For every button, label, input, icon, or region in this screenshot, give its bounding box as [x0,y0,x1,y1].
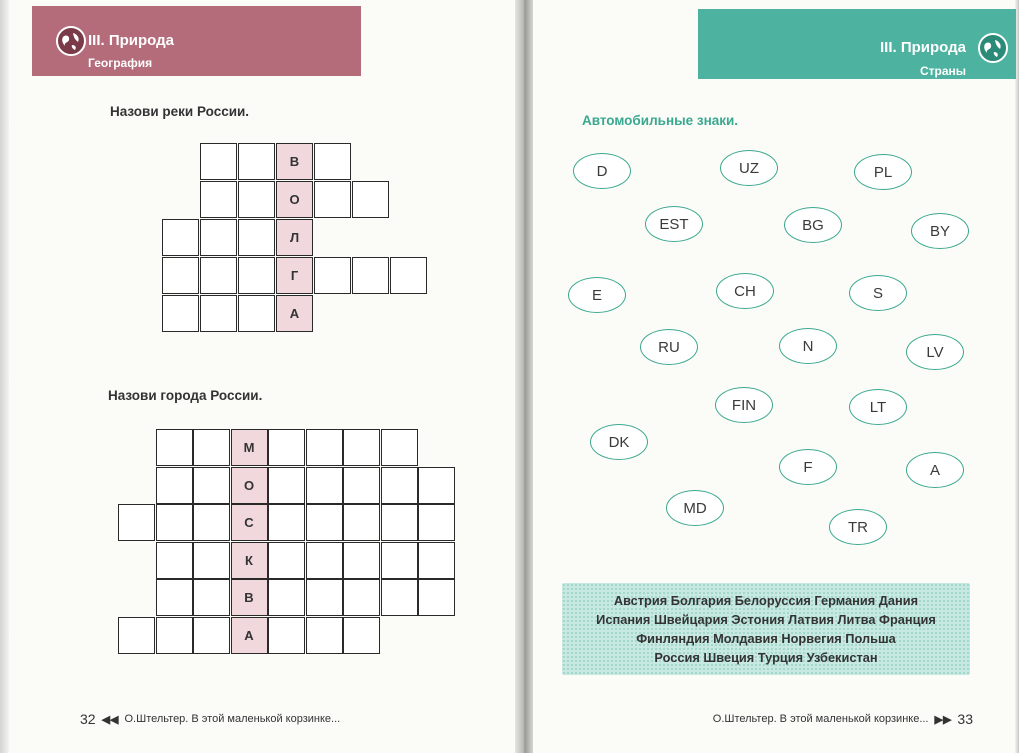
crossword-cell[interactable] [193,542,230,579]
crossword-cell[interactable] [238,219,275,256]
crossword-cell[interactable] [306,617,343,654]
crossword-cell[interactable] [343,579,380,616]
crossword-cell[interactable] [200,257,237,294]
crossword-cell[interactable] [390,257,427,294]
crossword-cell[interactable] [268,467,305,504]
section-title: III. Природа [88,32,174,49]
crossword-cell[interactable] [314,143,351,180]
crossword-cell[interactable] [418,542,455,579]
crossword-cell[interactable] [200,219,237,256]
car-sign-dk[interactable]: DK [590,424,648,460]
answer-cell[interactable]: К [231,542,268,579]
car-sign-s[interactable]: S [849,275,907,311]
crossword-cell[interactable] [314,181,351,218]
countries-line: Россия Швеция Турция Узбекистан [654,650,878,665]
car-sign-e[interactable]: E [568,277,626,313]
crossword-cell[interactable] [418,579,455,616]
car-sign-d[interactable]: D [573,153,631,189]
crossword-cell[interactable] [156,504,193,541]
answer-cell[interactable]: А [231,617,268,654]
answer-cell[interactable]: М [231,429,268,466]
answer-cell[interactable]: В [276,143,313,180]
crossword-cell[interactable] [268,429,305,466]
crossword-cell[interactable] [193,617,230,654]
crossword-cell[interactable] [418,467,455,504]
crossword-cell[interactable] [193,504,230,541]
topic-title: География [88,56,153,70]
page-number: 33 [957,711,973,727]
car-sign-by[interactable]: BY [911,213,969,249]
crossword-cell[interactable] [200,143,237,180]
crossword-cell[interactable] [118,504,155,541]
crossword-cell[interactable] [381,542,418,579]
crossword-cell[interactable] [162,219,199,256]
crossword-cell[interactable] [193,467,230,504]
answer-cell[interactable]: А [276,295,313,332]
car-sign-f[interactable]: F [779,449,837,485]
countries-line: Испания Швейцария Эстония Латвия Литва Франция [596,612,936,627]
countries-box [562,583,970,675]
crossword-cell[interactable] [193,579,230,616]
crossword-cell[interactable] [343,467,380,504]
crossword-cell[interactable] [268,542,305,579]
crossword-cell[interactable] [381,467,418,504]
answer-cell[interactable]: Г [276,257,313,294]
crossword-cell[interactable] [156,542,193,579]
crossword-cell[interactable] [314,257,351,294]
section-title: III. Природа [880,39,966,56]
crossword-cell[interactable] [200,295,237,332]
left-header [32,6,361,76]
crossword-cell[interactable] [343,542,380,579]
car-sign-n[interactable]: N [779,328,837,364]
globe-icon [978,33,1008,63]
crossword-cell[interactable] [156,467,193,504]
crossword-cell[interactable] [306,429,343,466]
rivers-task-title: Назови реки России. [110,104,250,119]
car-signs-title: Автомобильные знаки. [582,113,739,128]
crossword-cell[interactable] [306,467,343,504]
footer-text: О.Штельтер. В этой маленькой корзинке... [124,713,341,725]
car-sign-pl[interactable]: PL [854,154,912,190]
topic-title: Страны [919,64,966,78]
answer-cell[interactable]: С [231,504,268,541]
page-number: 32 [80,711,96,727]
crossword-cell[interactable] [343,504,380,541]
car-sign-tr[interactable]: TR [829,509,887,545]
crossword-cell[interactable] [343,617,380,654]
crossword-cell[interactable] [156,579,193,616]
crossword-cell[interactable] [238,143,275,180]
right-footer [713,711,973,727]
left-page-edge [0,0,9,753]
crossword-cell[interactable] [306,504,343,541]
car-sign-lt[interactable]: LT [849,389,907,425]
crossword-cell[interactable] [156,429,193,466]
car-sign-ru[interactable]: RU [640,329,698,365]
car-sign-lv[interactable]: LV [906,334,964,370]
crossword-cell[interactable] [193,429,230,466]
crossword-cell[interactable] [162,257,199,294]
crossword-cell[interactable] [268,617,305,654]
countries-line: Австрия Болгария Белоруссия Германия Дания [613,593,919,608]
car-sign-fin[interactable]: FIN [715,387,773,423]
crossword-cell[interactable] [352,257,389,294]
answer-cell[interactable]: О [276,181,313,218]
crossword-cell[interactable] [162,295,199,332]
crossword-cell[interactable] [381,429,418,466]
crossword-cell[interactable] [268,504,305,541]
answer-cell[interactable]: Л [276,219,313,256]
right-header [698,9,1016,79]
countries-line: Финляндия Молдавия Норвегия Польша [636,631,896,646]
crossword-cell[interactable] [306,579,343,616]
car-sign-ch[interactable]: CH [716,273,774,309]
crossword-cell[interactable] [238,257,275,294]
car-sign-bg[interactable]: BG [784,207,842,243]
crossword-cell[interactable] [306,542,343,579]
book-gutter [515,0,533,753]
crossword-cell[interactable] [238,181,275,218]
crossword-cell[interactable] [381,504,418,541]
crossword-cell[interactable] [238,295,275,332]
car-sign-a[interactable]: A [906,452,964,488]
crossword-cell[interactable] [343,429,380,466]
car-sign-uz[interactable]: UZ [720,150,778,186]
answer-cell[interactable]: В [231,579,268,616]
car-sign-est[interactable]: EST [645,206,703,242]
crossword-cell[interactable] [156,617,193,654]
car-sign-md[interactable]: MD [666,490,724,526]
crossword-cell[interactable] [118,617,155,654]
cities-task-title: Назови города России. [108,388,263,403]
left-footer [80,711,340,727]
crossword-cell[interactable] [418,504,455,541]
footer-text: О.Штельтер. В этой маленькой корзинке... [712,713,929,725]
crossword-cell[interactable] [352,181,389,218]
globe-icon [56,26,86,56]
back-arrows-icon: ◀◀ [101,713,119,726]
crossword-cell[interactable] [381,579,418,616]
right-page-edge [1015,0,1019,753]
forward-arrows-icon: ▶▶ [934,713,952,726]
crossword-cell[interactable] [268,579,305,616]
answer-cell[interactable]: О [231,467,268,504]
crossword-cell[interactable] [200,181,237,218]
